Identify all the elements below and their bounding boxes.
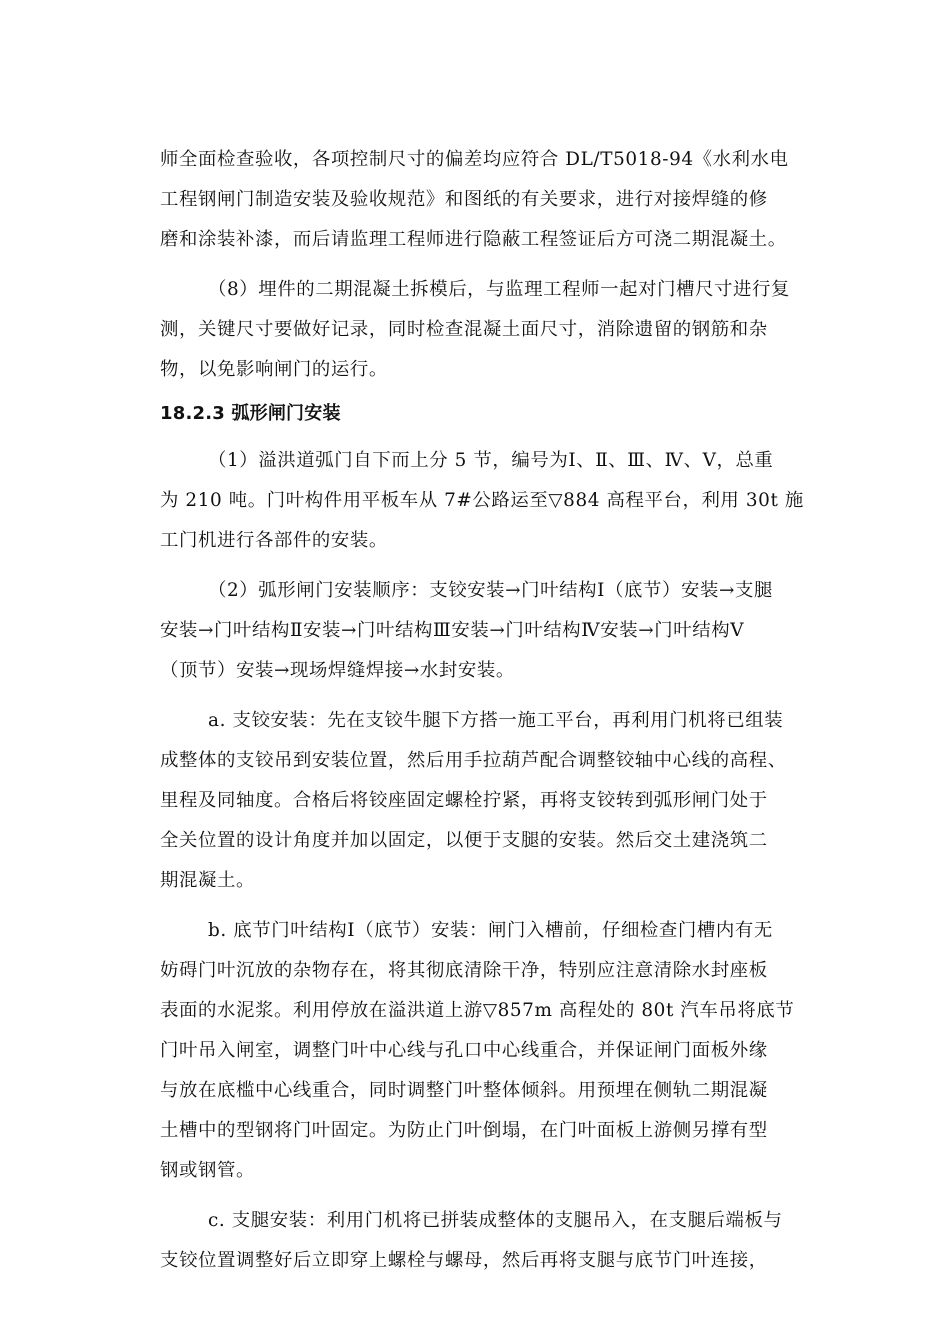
text-line: 里程及同轴度。合格后将铰座固定螺栓拧紧，再将支铰转到弧形闸门处于 — [160, 790, 768, 811]
text-line: 为 210 吨。门叶构件用平板车从 7#公路运至▽884 高程平台，利用 30t 施 — [160, 490, 804, 511]
text-line: （8）埋件的二期混凝土拆模后，与监理工程师一起对门槽尺寸进行复 — [208, 279, 791, 300]
text-line: 测，关键尺寸要做好记录，同时检查混凝土面尺寸，消除遗留的钢筋和杂 — [160, 319, 768, 340]
text-line: 工门机进行各部件的安装。 — [160, 530, 388, 551]
text-line: 磨和涂装补漆，而后请监理工程师进行隐蔽工程签证后方可浇二期混凝土。 — [160, 229, 787, 250]
text-line: 成整体的支铰吊到安装位置，然后用手拉葫芦配合调整铰轴中心线的高程、 — [160, 750, 787, 771]
text-line: 妨碍门叶沉放的杂物存在，将其彻底清除干净，特别应注意清除水封座板 — [160, 960, 768, 981]
text-line: 工程钢闸门制造安装及验收规范》和图纸的有关要求，进行对接焊缝的修 — [160, 189, 768, 210]
text-line: 土槽中的型钢将门叶固定。为防止门叶倒塌，在门叶面板上游侧另撑有型 — [160, 1120, 768, 1141]
text-line: 与放在底槛中心线重合，同时调整门叶整体倾斜。用预埋在侧轨二期混凝 — [160, 1080, 768, 1101]
text-line: 物，以免影响闸门的运行。 — [160, 359, 388, 380]
text-line: （2）弧形闸门安装顺序：支铰安装→门叶结构Ⅰ（底节）安装→支腿 — [208, 580, 773, 601]
text-line: b. 底节门叶结构Ⅰ（底节）安装：闸门入槽前，仔细检查门槽内有无 — [208, 920, 773, 941]
text-line: 支铰位置调整好后立即穿上螺栓与螺母，然后再将支腿与底节门叶连接， — [160, 1250, 768, 1271]
text-line: （顶节）安装→现场焊缝焊接→水封安装。 — [160, 660, 515, 681]
text-line: c. 支腿安装：利用门机将已拼装成整体的支腿吊入，在支腿后端板与 — [208, 1210, 783, 1231]
section-heading: 18.2.3 弧形闸门安装 — [160, 403, 341, 424]
text-line: 师全面检查验收，各项控制尺寸的偏差均应符合 DL/T5018-94《水利水电 — [160, 149, 789, 170]
text-line: （1）溢洪道弧门自下而上分 5 节，编号为Ⅰ、Ⅱ、Ⅲ、Ⅳ、Ⅴ，总重 — [208, 450, 774, 471]
text-line: 钢或钢管。 — [160, 1160, 255, 1181]
text-line: 门叶吊入闸室，调整门叶中心线与孔口中心线重合，并保证闸门面板外缘 — [160, 1040, 768, 1061]
text-line: 表面的水泥浆。利用停放在溢洪道上游▽857m 高程处的 80t 汽车吊将底节 — [160, 1000, 795, 1021]
text-line: 期混凝土。 — [160, 870, 255, 891]
text-line: 全关位置的设计角度并加以固定，以便于支腿的安装。然后交土建浇筑二 — [160, 830, 768, 851]
text-line: 安装→门叶结构Ⅱ安装→门叶结构Ⅲ安装→门叶结构Ⅳ安装→门叶结构Ⅴ — [160, 620, 745, 641]
text-line: a. 支铰安装：先在支铰牛腿下方搭一施工平台，再利用门机将已组装 — [208, 710, 784, 731]
